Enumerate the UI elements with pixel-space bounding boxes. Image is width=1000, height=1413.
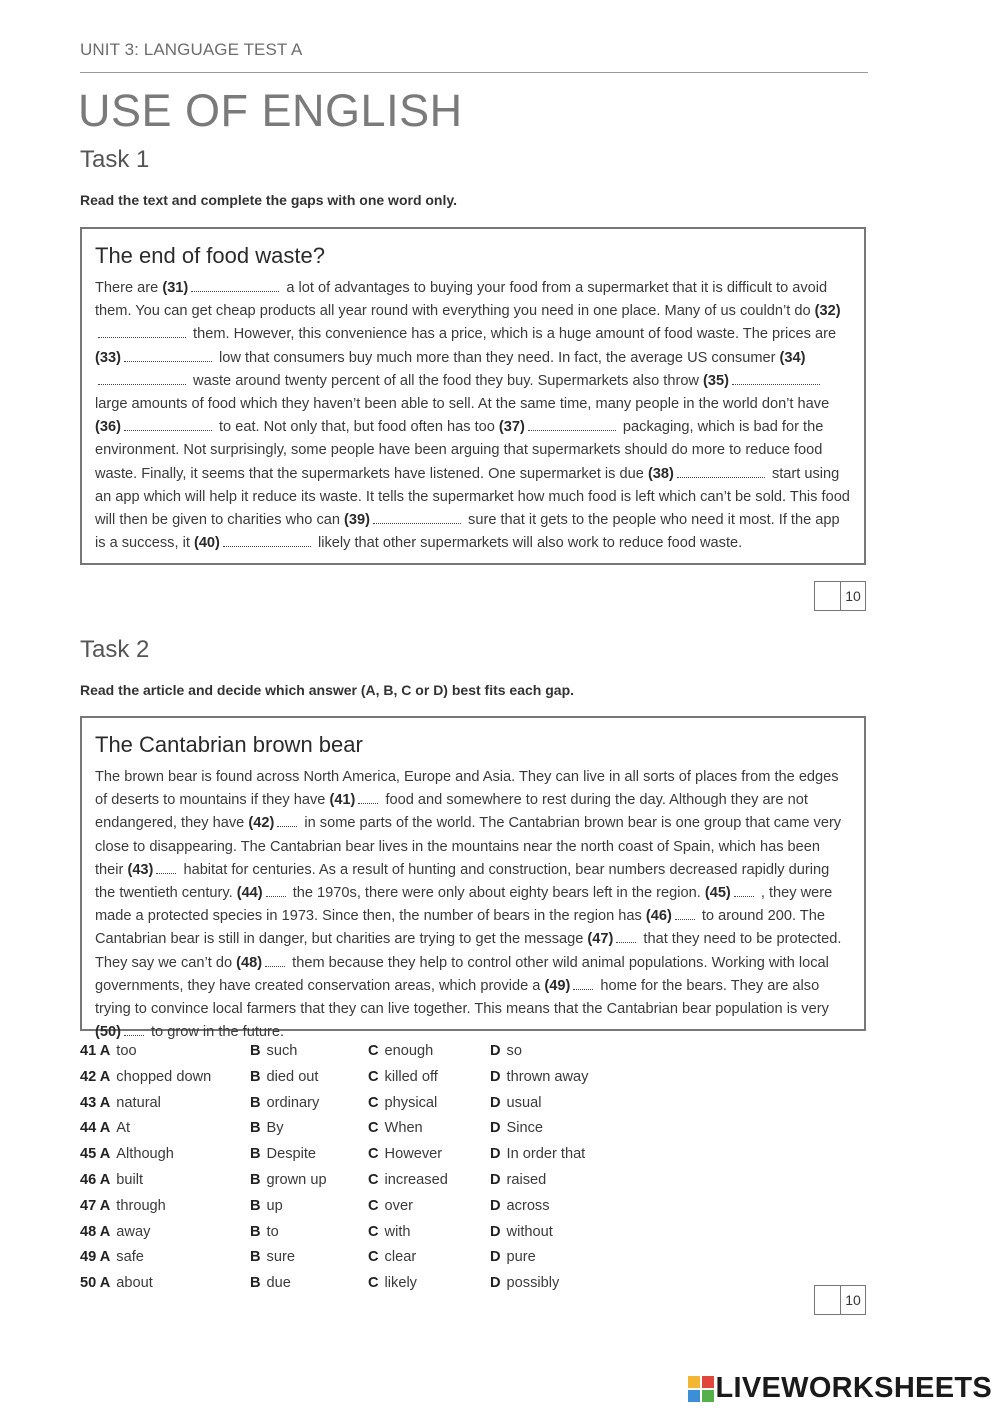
option-text: died out	[266, 1068, 319, 1085]
task1-gap-number: (38)	[647, 465, 674, 482]
option-letter: D	[490, 1249, 501, 1266]
liveworksheets-icon	[688, 1376, 714, 1402]
option-letter: D	[490, 1275, 501, 1292]
option-c[interactable]	[368, 1249, 416, 1265]
option-b[interactable]	[250, 1095, 319, 1111]
option-letter: D	[490, 1197, 501, 1214]
option-letter: C	[368, 1223, 379, 1240]
task2-gap-blank[interactable]	[266, 884, 286, 897]
option-text: chopped down	[116, 1068, 212, 1085]
task1-gap-number: (31)	[162, 280, 189, 296]
task1-gap-number: (34)	[779, 349, 806, 366]
option-letter: D	[490, 1120, 501, 1137]
option-d[interactable]	[490, 1146, 585, 1162]
option-text: away	[116, 1223, 151, 1240]
option-letter: 44 A	[80, 1120, 111, 1137]
option-letter: C	[368, 1068, 379, 1085]
task2-gap-number: (45)	[704, 885, 731, 902]
task2-gap-blank[interactable]	[156, 861, 176, 874]
option-text: across	[506, 1197, 550, 1214]
option-text: killed off	[384, 1068, 438, 1085]
task1-gap-blank[interactable]	[191, 279, 279, 292]
option-c[interactable]	[368, 1275, 417, 1291]
task1-gap-number: (36)	[95, 419, 121, 436]
option-text: However	[384, 1146, 443, 1163]
option-letter: 41 A	[80, 1043, 111, 1059]
task1-gap-number: (37)	[498, 419, 525, 436]
task1-text-box	[80, 227, 866, 565]
option-letter: C	[368, 1043, 379, 1059]
task2-gap-number: (46)	[645, 908, 672, 925]
option-text: sure	[266, 1249, 295, 1266]
option-text: Although	[116, 1146, 174, 1163]
task1-gap-blank[interactable]	[732, 372, 820, 385]
option-letter: B	[250, 1068, 261, 1085]
task2-gap-number: (47)	[587, 931, 614, 948]
task1-gap-blank[interactable]	[98, 372, 186, 385]
option-text: over	[384, 1197, 413, 1214]
task2-score-input[interactable]	[815, 1286, 841, 1314]
option-text: pure	[506, 1249, 536, 1266]
task1-passage-text: likely that other supermarkets will also work to reduce food waste.	[313, 535, 743, 552]
task2-passage-text: , they were made a protected species in 1973. Since then, the number of bears in the region has	[95, 885, 833, 925]
option-c[interactable]	[368, 1224, 411, 1240]
option-letter: C	[368, 1249, 379, 1266]
liveworksheets-text: LIVEWORKSHEETS	[715, 1372, 992, 1404]
option-text: likely	[384, 1275, 417, 1292]
option-c[interactable]	[368, 1043, 433, 1059]
option-d[interactable]	[490, 1275, 559, 1291]
task1-passage-text: There are	[95, 280, 163, 296]
option-d[interactable]	[490, 1120, 543, 1136]
logo-square	[688, 1376, 700, 1388]
option-c[interactable]	[368, 1198, 413, 1214]
option-text: Despite	[266, 1146, 317, 1163]
option-letter: 48 A	[80, 1223, 111, 1240]
task2-gap-number: (49)	[544, 977, 571, 994]
task2-passage	[95, 766, 852, 1044]
task1-passage-text: start using an app which will help it reduce its waste. It tells the supermarket how much food is left which can’t be sold. This food will then be given to charities who can	[95, 465, 850, 529]
option-text: without	[506, 1223, 553, 1240]
task2-box-title: The Cantabrian brown bear	[95, 732, 363, 757]
option-letter: D	[490, 1146, 501, 1163]
option-c[interactable]	[368, 1172, 448, 1188]
option-a[interactable]	[80, 1224, 150, 1240]
logo-square	[702, 1390, 714, 1402]
option-d[interactable]	[490, 1095, 541, 1111]
task1-score-total: 10	[845, 588, 861, 604]
task2-passage-text: in some parts of the world. The Cantabrian brown bear is one group that came very close to disappearing. The Cantabrian bear lives in the mountains near the north coast of Spain, which has been their	[95, 815, 842, 878]
task1-score-input[interactable]	[815, 582, 841, 610]
task2-passage-text: that they need to be protected. They say we can’t do	[95, 931, 842, 971]
task2-passage-text: The brown bear is found across North America, Europe and Asia. They can live in all sorts of places from the edges of deserts to mountains if they have	[95, 769, 839, 809]
option-text: enough	[384, 1043, 434, 1059]
header-divider	[80, 72, 868, 73]
option-letter: 46 A	[80, 1171, 111, 1188]
task2-text-box	[80, 716, 866, 1041]
option-text: to	[266, 1223, 279, 1240]
option-b[interactable]	[250, 1198, 283, 1214]
task1-gap-blank[interactable]	[528, 418, 616, 431]
task2-gap-number: (44)	[236, 885, 263, 902]
option-letter: D	[490, 1223, 501, 1240]
option-text: grown up	[266, 1171, 327, 1188]
task1-gap-blank[interactable]	[677, 465, 765, 478]
task2-gap-number: (50)	[95, 1024, 121, 1041]
option-b[interactable]	[250, 1043, 297, 1059]
option-text: due	[266, 1275, 291, 1292]
option-text: In order that	[506, 1146, 586, 1163]
task1-gap-blank[interactable]	[124, 418, 212, 431]
option-letter: C	[368, 1146, 379, 1163]
task2-gap-blank[interactable]	[675, 907, 695, 920]
option-b[interactable]	[250, 1275, 291, 1291]
task1-gap-number: (39)	[344, 512, 370, 529]
option-letter: B	[250, 1171, 261, 1188]
task1-passage	[95, 277, 852, 555]
option-letter: B	[250, 1120, 261, 1137]
task1-gap-blank[interactable]	[373, 511, 461, 524]
option-text: physical	[384, 1094, 438, 1111]
option-b[interactable]	[250, 1069, 318, 1085]
option-b[interactable]	[250, 1224, 279, 1240]
task1-gap-blank[interactable]	[223, 534, 311, 547]
option-letter: C	[368, 1094, 379, 1111]
option-letter: 49 A	[80, 1249, 111, 1266]
task1-passage-text: to eat. Not only that, but food often has too	[214, 419, 499, 436]
option-letter: 45 A	[80, 1146, 111, 1163]
option-b[interactable]	[250, 1249, 295, 1265]
option-text: ordinary	[266, 1094, 320, 1111]
option-letter: D	[490, 1094, 501, 1111]
option-text: possibly	[506, 1275, 560, 1292]
option-d[interactable]	[490, 1172, 546, 1188]
option-text: raised	[506, 1171, 547, 1188]
task1-gap-blank[interactable]	[124, 349, 212, 362]
task2-gap-blank[interactable]	[616, 930, 636, 943]
task1-instruction: Read the text and complete the gaps with one word only.	[80, 192, 458, 208]
task1-passage-text: low that consumers buy much more than they need. In fact, the average US consumer	[214, 349, 780, 366]
option-c[interactable]	[368, 1120, 423, 1136]
task2-passage-text: home for the bears. They are also trying to convince local farmers that they can live together. This means that the Cantabrian bear population is very	[95, 977, 829, 1018]
liveworksheets-logo	[688, 1372, 993, 1405]
option-letter: B	[250, 1146, 261, 1163]
task1-passage-text: sure that it gets to the people who need it most. If the app is a success, it	[95, 512, 840, 552]
option-letter: 47 A	[80, 1197, 111, 1214]
task1-gap-number: (40)	[193, 535, 220, 552]
option-c[interactable]	[368, 1095, 437, 1111]
task2-title: Task 2	[80, 636, 150, 663]
task2-score-box[interactable]	[814, 1285, 866, 1315]
task2-passage-text: to around 200. The Cantabrian bear is still in danger, but charities are trying to get the message	[95, 908, 825, 948]
option-a[interactable]	[80, 1172, 143, 1188]
task1-passage-text: them. However, this convenience has a price, which is a huge amount of food waste. The prices are	[189, 326, 837, 343]
option-d[interactable]	[490, 1043, 522, 1059]
task2-gap-blank[interactable]	[734, 884, 754, 897]
task1-passage-text: large amounts of food which they haven’t been able to sell. At the same time, many people in the world don’t have	[95, 396, 830, 413]
option-d[interactable]	[490, 1249, 536, 1265]
option-letter: B	[250, 1223, 261, 1240]
option-a[interactable]	[80, 1095, 161, 1111]
option-text: so	[506, 1043, 522, 1059]
task2-score-total: 10	[845, 1292, 861, 1308]
task1-score-box[interactable]	[814, 581, 866, 611]
task2-gap-number: (43)	[127, 861, 154, 878]
option-letter: C	[368, 1275, 379, 1292]
option-a[interactable]	[80, 1146, 174, 1162]
task1-gap-blank[interactable]	[98, 325, 186, 338]
option-text: increased	[384, 1171, 448, 1188]
task1-gap-number: (33)	[95, 349, 121, 366]
option-letter: D	[490, 1171, 501, 1188]
option-text: Since	[506, 1120, 544, 1137]
option-a[interactable]	[80, 1043, 137, 1059]
option-a[interactable]	[80, 1069, 211, 1085]
logo-square	[688, 1390, 700, 1402]
task2-passage-text: to grow in the future.	[146, 1024, 285, 1041]
unit-header: UNIT 3: LANGUAGE TEST A	[80, 40, 303, 59]
option-b[interactable]	[250, 1172, 327, 1188]
option-text: At	[116, 1120, 131, 1137]
option-letter: C	[368, 1171, 379, 1188]
option-letter: C	[368, 1197, 379, 1214]
option-text: thrown away	[506, 1068, 589, 1085]
option-c[interactable]	[368, 1146, 442, 1162]
task2-gap-number: (41)	[329, 792, 356, 809]
option-text: too	[116, 1043, 137, 1059]
option-letter: B	[250, 1197, 261, 1214]
option-a[interactable]	[80, 1275, 153, 1291]
option-letter: B	[250, 1094, 261, 1111]
task1-gap-number: (32)	[814, 303, 841, 320]
option-text: such	[266, 1043, 298, 1059]
option-letter: B	[250, 1043, 261, 1059]
option-d[interactable]	[490, 1198, 550, 1214]
task2-passage-text: them because they help to control other wild animal populations. Working with local governments, they have created conservation areas, which provide a	[95, 954, 829, 994]
option-text: natural	[116, 1094, 161, 1111]
option-text: safe	[116, 1249, 144, 1266]
option-a[interactable]	[80, 1198, 166, 1214]
task2-gap-number: (48)	[236, 954, 263, 971]
option-text: about	[116, 1275, 153, 1292]
task2-passage-text: food and somewhere to rest during the day. Although they are not endangered, they have	[95, 792, 808, 832]
option-text: clear	[384, 1249, 417, 1266]
option-c[interactable]	[368, 1069, 438, 1085]
option-d[interactable]	[490, 1069, 588, 1085]
option-text: with	[384, 1223, 411, 1240]
option-b[interactable]	[250, 1120, 284, 1136]
task2-passage-text: the 1970s, there were only about eighty bears left in the region.	[288, 885, 705, 902]
logo-square	[702, 1376, 714, 1388]
option-letter: 42 A	[80, 1068, 111, 1085]
task2-gap-number: (42)	[248, 815, 275, 832]
task2-gap-blank[interactable]	[358, 791, 378, 804]
option-text: By	[266, 1120, 284, 1137]
option-text: When	[384, 1120, 423, 1137]
option-a[interactable]	[80, 1120, 130, 1136]
option-d[interactable]	[490, 1224, 553, 1240]
task1-passage-text: packaging, which is bad for the environment. Not surprisingly, some people have been arguing that supermarkets should do more to reduce food waste. Finally, it seems that the supermarkets have listened. One supermarket is due	[95, 419, 824, 482]
option-text: usual	[506, 1094, 542, 1111]
option-a[interactable]	[80, 1249, 144, 1265]
task1-passage-text: a lot of advantages to buying your food from a supermarket that it is difficult to avoid them. You can get cheap products all year round with everything you need in one place. Many of us couldn’t do	[95, 280, 828, 320]
task1-gap-number: (35)	[703, 372, 729, 389]
option-letter: 50 A	[80, 1275, 111, 1292]
task2-gap-blank[interactable]	[265, 954, 285, 967]
section-title: USE OF ENGLISH	[78, 85, 463, 136]
task1-box-title: The end of food waste?	[95, 243, 325, 268]
task2-instruction: Read the article and decide which answer (A, B, C or D) best fits each gap.	[80, 682, 575, 698]
option-letter: D	[490, 1043, 501, 1059]
task2-gap-blank[interactable]	[124, 1023, 144, 1036]
option-b[interactable]	[250, 1146, 316, 1162]
task1-passage-text: waste around twenty percent of all the food they buy. Supermarkets also throw	[189, 372, 704, 389]
option-letter: 43 A	[80, 1094, 111, 1111]
option-text: through	[116, 1197, 166, 1214]
task2-gap-blank[interactable]	[573, 977, 593, 990]
task1-title: Task 1	[80, 146, 150, 173]
option-letter: C	[368, 1120, 379, 1137]
option-letter: D	[490, 1068, 501, 1085]
option-letter: B	[250, 1275, 261, 1292]
option-text: built	[116, 1171, 144, 1188]
task2-passage-text: habitat for centuries. As a result of hunting and construction, bear numbers decreased rapidly during the twentieth century.	[95, 861, 830, 902]
option-text: up	[266, 1197, 283, 1214]
option-letter: B	[250, 1249, 261, 1266]
task2-gap-blank[interactable]	[277, 814, 297, 827]
